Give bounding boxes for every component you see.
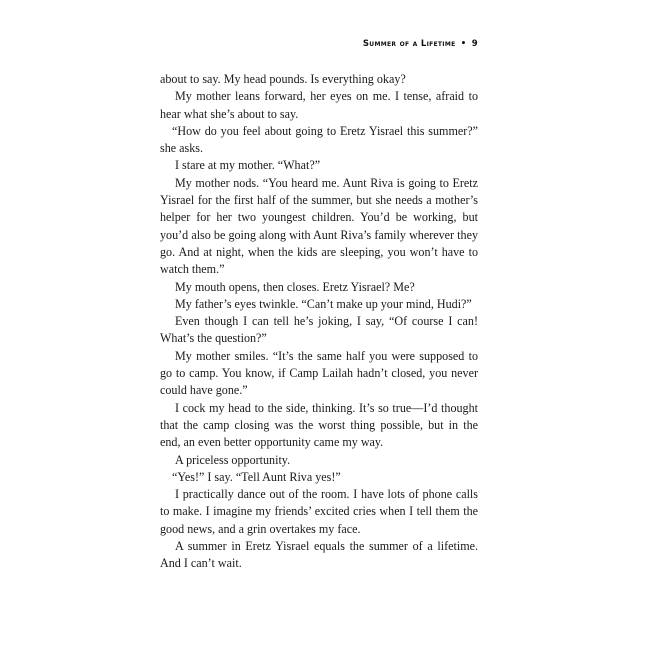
paragraph: My father’s eyes twinkle. “Can’t make up your mind, Hudi?” — [175, 296, 472, 311]
paragraph: I cock my head to the side, thinking. It’s so true—I’d thought that the camp closing was the worst thing possible, but in the end, an even better opportunity came my way. — [160, 400, 478, 450]
paragraph: A summer in Eretz Yisrael equals the summer of a lifetime. And I can’t wait. — [160, 539, 478, 571]
paragraph: about to say. My head pounds. Is everything okay? — [160, 72, 406, 86]
body-text — [160, 71, 478, 573]
paragraph: I practically dance out of the room. I have lots of phone calls to make. I imagine my friends’ excited cries when I tell them the good news, and a grin overtakes my face. — [160, 487, 478, 536]
paragraph: My mother nods. “You heard me. Aunt Riva is going to Eretz Yisrael for the first half of the summer, but she needs a mother’s helper for her two youngest children. You’d be working, but you’d also be going along with Aunt Riva’s family wherever they go. And at night, when the kids are sleeping, you won’t have to watch them.” — [160, 175, 478, 277]
paragraph: My mother smiles. “It’s the same half you were supposed to go to camp. You know, if Camp Lailah hadn’t closed, you never could have gone.” — [160, 348, 478, 398]
paragraph: My mouth opens, then closes. Eretz Yisrael? Me? — [175, 279, 415, 294]
running-head-separator: • — [460, 39, 467, 49]
running-head-title: Summer of a Lifetime — [362, 39, 456, 49]
page-number: 9 — [471, 39, 478, 49]
paragraph: I stare at my mother. “What?” — [175, 158, 321, 173]
paragraph: Even though I can tell he’s joking, I say, “Of course I can! What’s the question?” — [160, 314, 478, 346]
paragraph: My mother leans forward, her eyes on me. I tense, afraid to hear what she’s about to say. — [160, 89, 478, 121]
paragraph: A priceless opportunity. — [175, 452, 291, 467]
running-head — [360, 39, 478, 49]
paragraph: “Yes!” I say. “Tell Aunt Riva yes!” — [172, 469, 341, 484]
paragraph: “How do you feel about going to Eretz Yisrael this summer?” she asks. — [160, 123, 478, 156]
